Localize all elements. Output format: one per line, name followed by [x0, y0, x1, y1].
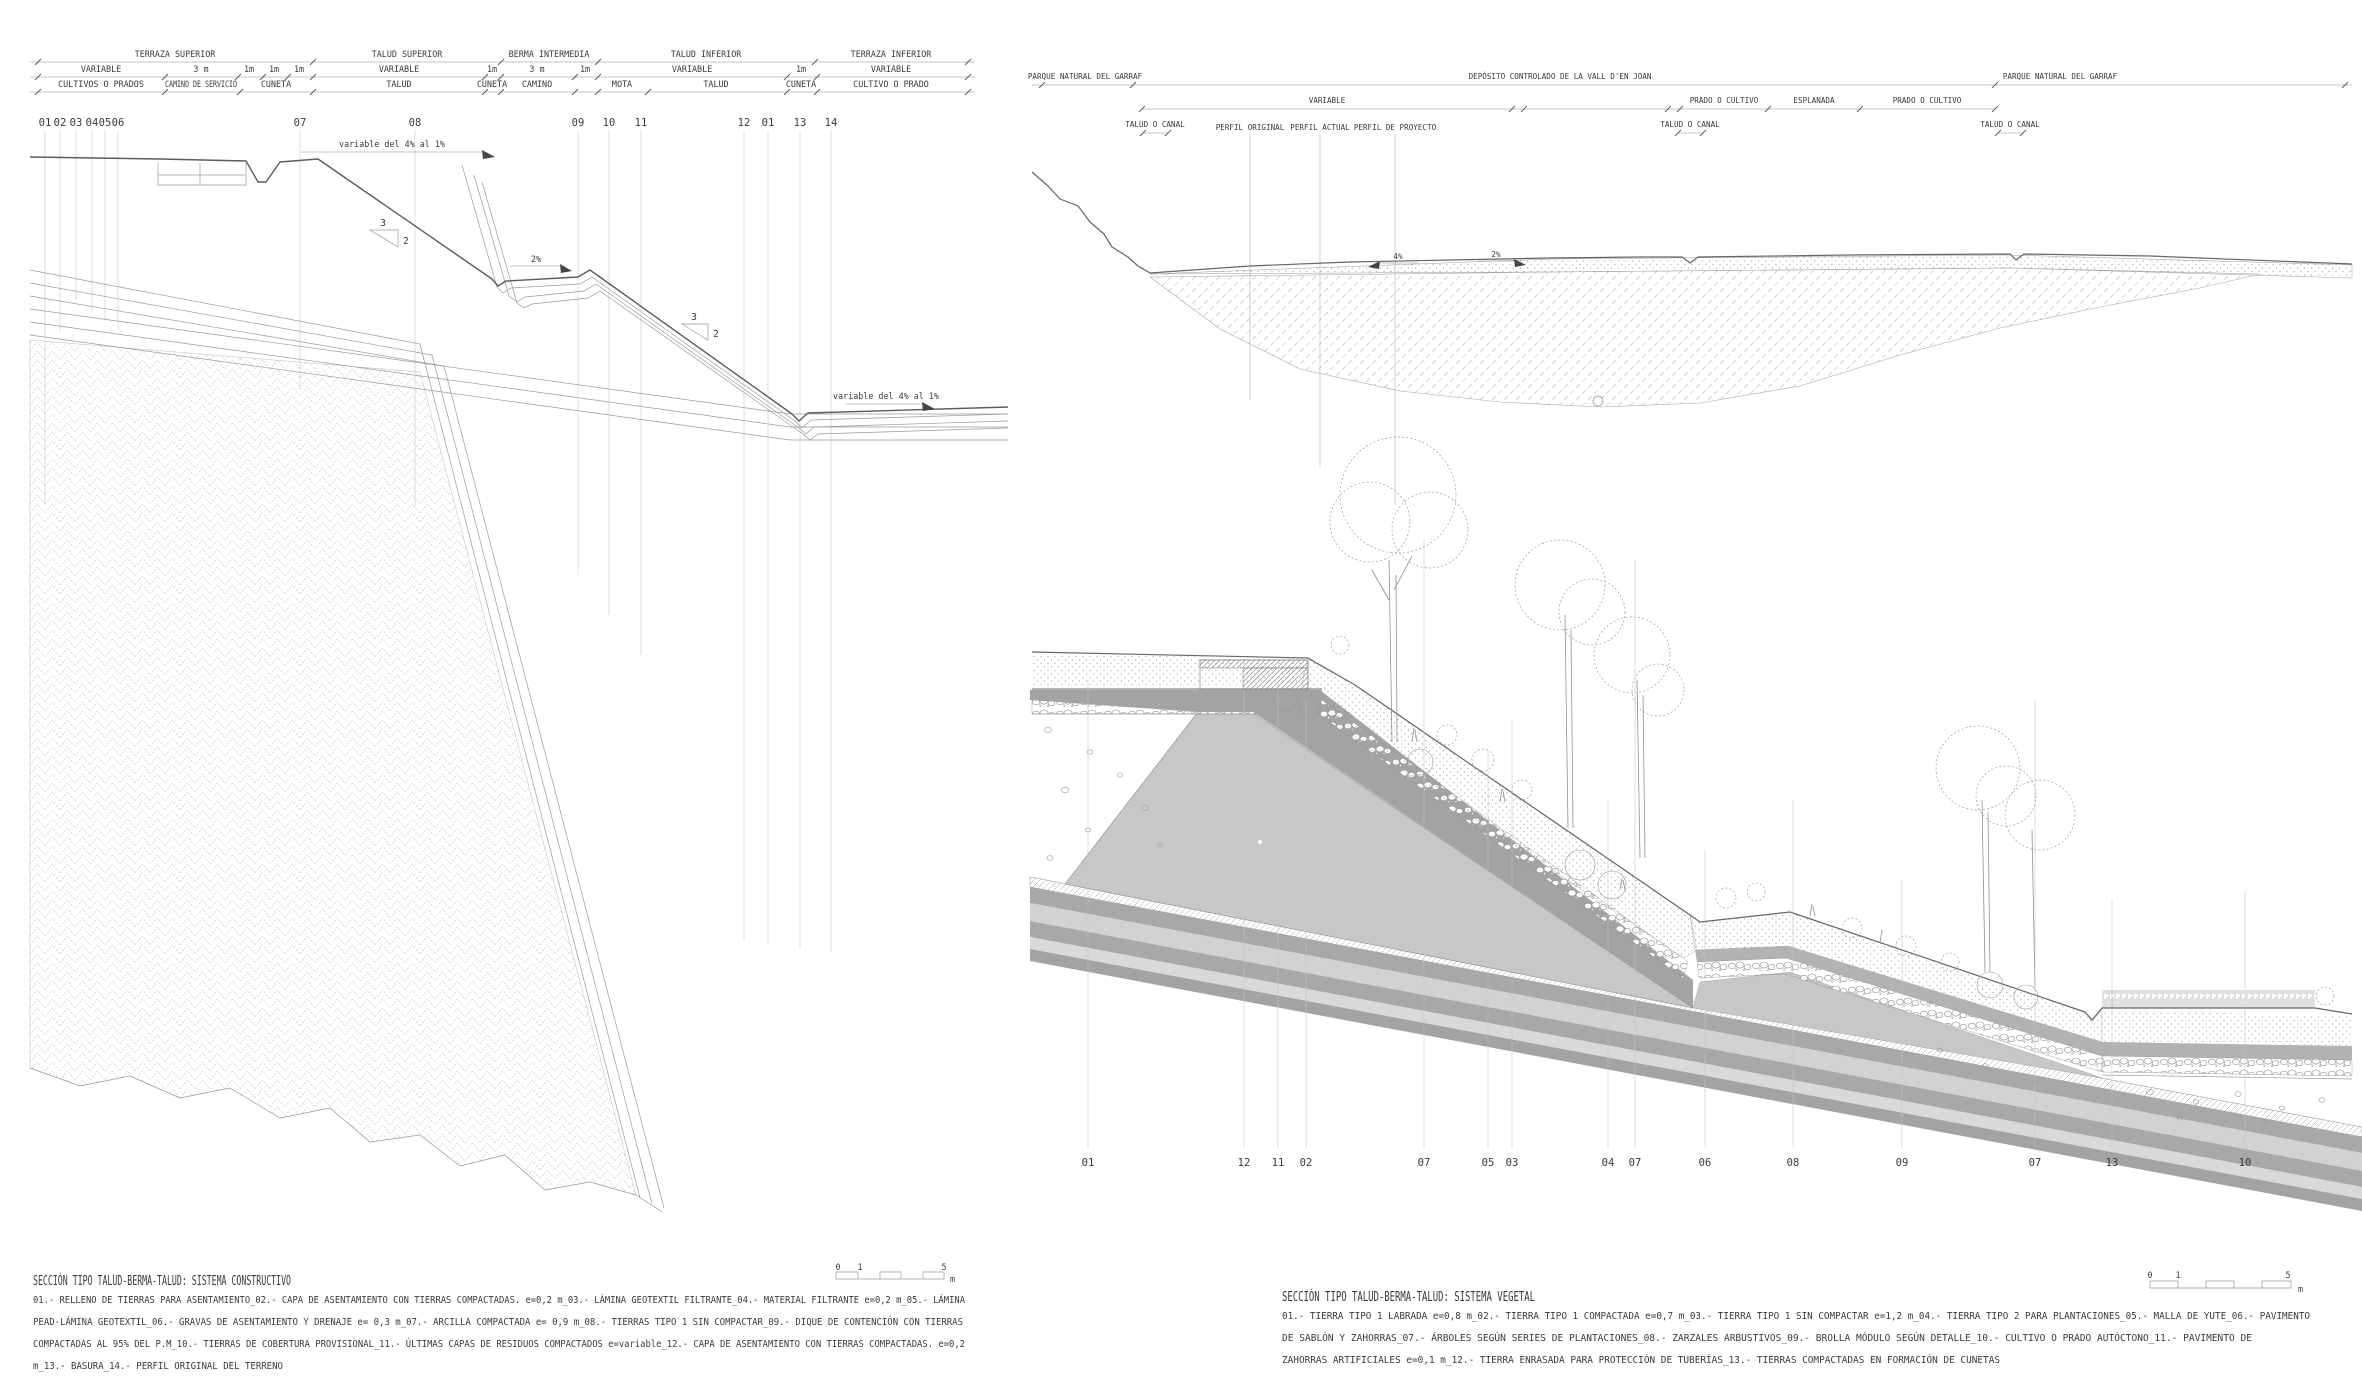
right-section-drawing	[1028, 72, 2362, 1366]
valley-slope-left: 4%	[1393, 252, 1403, 261]
ratio-2: 2	[713, 329, 719, 340]
section-name: TERRAZA SUPERIOR	[134, 49, 216, 59]
profile-label: TALUD O CANAL	[1125, 120, 1185, 129]
right-title: SECCIÓN TIPO TALUD-BERMA-TALUD: SISTEMA VEGETAL	[1282, 1289, 1665, 1305]
left-scale-bar	[835, 1262, 955, 1284]
tree	[2005, 780, 2075, 988]
callout-label: 11	[634, 117, 648, 129]
slope-annotation-bottom: variable del 4% al 1%	[833, 391, 939, 401]
legend-line: m_13.- BASURA_14.- PERFIL ORIGINAL DEL TERRENO	[33, 1361, 284, 1372]
callout-label: 01	[38, 117, 52, 129]
profile-label: PERFIL DE PROYECTO	[1353, 123, 1437, 132]
slope-annotation-top: variable del 4% al 1%	[339, 139, 445, 149]
profile-label: PERFIL ACTUAL	[1290, 123, 1350, 132]
scale-0: 0	[2147, 1270, 2153, 1280]
use-cell: CAMINO	[521, 79, 553, 89]
scale-5: 5	[941, 1262, 947, 1272]
callout-label: 12	[737, 117, 751, 129]
callout-label: 10	[602, 117, 616, 129]
scale-unit: m	[2298, 1284, 2304, 1294]
dim-cell: 1m	[268, 64, 280, 74]
callout-label: 05	[98, 117, 112, 129]
right-title-block	[1282, 1287, 2310, 1366]
section-name: TALUD INFERIOR	[670, 49, 742, 59]
ratio-3: 3	[380, 218, 386, 229]
use-cell: CULTIVOS O PRADOS	[58, 79, 144, 89]
left-dimension-table	[30, 49, 975, 95]
callout-label: 03	[69, 117, 83, 129]
callout-label: 12	[1237, 1157, 1251, 1169]
callout-label: 04	[85, 117, 99, 129]
grass-strip	[2102, 990, 2315, 1008]
zone-label: PARQUE NATURAL DEL GARRAF	[2002, 72, 2118, 81]
dim-label: VARIABLE	[1308, 96, 1346, 105]
scale-1: 1	[2175, 1270, 2181, 1280]
dim-cell: 3 m	[193, 64, 209, 74]
left-waste-body	[30, 340, 662, 1212]
waste-hatch-area	[30, 340, 636, 1195]
slope-ratio-upper	[370, 218, 409, 247]
zone-label: DEPÓSITO CONTROLADO DE LA VALL D'EN JOAN	[1468, 72, 1652, 81]
left-title: SECCIÓN TIPO TALUD-BERMA-TALUD: SISTEMA CONSTRUCTIVO	[33, 1273, 456, 1289]
legend-line: 01.- RELLENO DE TIERRAS PARA ASENTAMIENTO_02.- CAPA DE ASENTAMIENTO CON TIERRAS COMPACTADAS. e=0,2 m_03.- LÁMINA GEOTEXTIL FILTRANTE_04.- MATERIAL FILTRANTE e=0,2 m_05.- LÁMINA	[33, 1295, 1050, 1306]
right-scale-bar	[2147, 1270, 2303, 1294]
valley-terrain-line	[1032, 172, 1150, 273]
use-cell: CAMINO DE SERVICIO	[165, 79, 237, 89]
zone-label: PARQUE NATURAL DEL GARRAF	[1027, 72, 1143, 81]
dim-label: ESPLANADA	[1793, 96, 1835, 105]
ratio-2: 2	[403, 236, 409, 247]
callout-label: 09	[1895, 1157, 1909, 1169]
dim-cell: 3 m	[529, 64, 545, 74]
dim-label: PRADO O CULTIVO	[1892, 96, 1962, 105]
callout-label: 01	[1081, 1157, 1095, 1169]
callout-label: 13	[2105, 1157, 2119, 1169]
vegetal-slope-section	[1030, 437, 2362, 1211]
callout-label: 07	[293, 117, 307, 129]
ratio-3: 3	[691, 312, 697, 323]
dim-cell: VARIABLE	[80, 64, 122, 74]
tree	[1594, 617, 1684, 858]
callout-label: 04	[1601, 1157, 1615, 1169]
use-cell: CUNETA	[476, 79, 508, 89]
callout-label: 10	[2238, 1157, 2252, 1169]
dim-cell: VARIABLE	[870, 64, 912, 74]
dim-cell: VARIABLE	[671, 64, 713, 74]
scale-5: 5	[2285, 1270, 2291, 1280]
slope-ratio-lower	[682, 312, 719, 340]
dim-cell: 1m	[293, 64, 305, 74]
dim-label: PRADO O CULTIVO	[1689, 96, 1759, 105]
use-cell: TALUD	[386, 79, 412, 89]
profile-label: PERFIL ORIGINAL	[1215, 123, 1285, 132]
valley-deposit-hatch	[1150, 268, 2260, 407]
legend-line: 01.- TIERRA TIPO 1 LABRADA e=0,8 m_02.- TIERRA TIPO 1 COMPACTADA e=0,7 m_03.- TIERRA TIPO 1 SIN COMPACTAR e=1,2 m_04.- TIERRA TIPO 2 PARA PLANTACIONES_05.- MALLA DE YUTE_06.- PAVIMENTO	[1282, 1311, 2311, 1322]
left-title-block	[33, 1271, 1050, 1372]
dim-cell: VARIABLE	[378, 64, 420, 74]
callout-label: 07	[1417, 1157, 1431, 1169]
section-name: TALUD SUPERIOR	[371, 49, 443, 59]
use-cell: CUNETA	[785, 79, 817, 89]
use-cell: CULTIVO O PRADO	[853, 79, 929, 89]
legend-line: COMPACTADAS AL 95% DEL P.M_10.- TIERRAS DE COBERTURA PROVISIONAL_11.- ÚLTIMAS CAPAS DE RESIDUOS COMPACTADOS e=variable_12.- CAPA DE ASENTAMIENTO CON TIERRAS COMPACTADAS. e=0,2	[33, 1339, 1044, 1350]
legend-line: DE SABLÓN Y ZAHORRAS_07.- ÁRBOLES SEGÚN SERIES DE PLANTACIONES_08.- ZARZALES ARBUSTIVOS_09.- BROLLA MÓDULO SEGÚN DETALLE_10.- CULTIVO O PRADO AUTÓCTONO_11.- PAVIMENTO DE	[1282, 1333, 2259, 1344]
callout-label: 14	[824, 117, 838, 129]
callout-label: 06	[111, 117, 125, 129]
embankment-dot	[1258, 840, 1262, 844]
callout-label: 13	[793, 117, 807, 129]
valley-deposit-section	[1032, 172, 2352, 407]
dim-cell: 1m	[795, 64, 807, 74]
valley-slope-right: 2%	[1491, 250, 1501, 259]
dim-cell: 1m	[243, 64, 255, 74]
use-cell: MOTA	[611, 79, 633, 89]
callout-label: 07	[1628, 1157, 1642, 1169]
callout-label: 08	[408, 117, 422, 129]
profile-label: TALUD O CANAL	[1980, 120, 2040, 129]
left-table-uses	[58, 79, 929, 89]
legend-line: ZAHORRAS ARTIFICIALES e=0,1 m_12.- TIERRA ENRASADA PARA PROTECCIÓN DE TUBERÍAS_13.- TIERRAS COMPACTADAS EN FORMACIÓN DE CUNETAS	[1282, 1355, 2016, 1366]
scale-0: 0	[835, 1262, 841, 1272]
callout-label: 02	[53, 117, 67, 129]
use-cell: TALUD	[703, 79, 729, 89]
berm-slope-label: 2%	[530, 254, 542, 264]
callout-label: 11	[1271, 1157, 1285, 1169]
drain-pipe-circle	[1593, 396, 1603, 406]
service-road-box	[158, 163, 246, 185]
profile-label: TALUD O CANAL	[1660, 120, 1720, 129]
left-table-section-names	[135, 49, 933, 59]
callout-label: 02	[1299, 1157, 1313, 1169]
left-table-dimensions	[81, 64, 911, 74]
callout-label: 06	[1698, 1157, 1712, 1169]
use-cell: CUNETA	[260, 79, 292, 89]
callout-label: 08	[1786, 1157, 1800, 1169]
dim-cell: 1m	[579, 64, 591, 74]
scale-1: 1	[857, 1262, 863, 1272]
scale-unit: m	[950, 1274, 956, 1284]
left-section-drawing	[30, 49, 1050, 1372]
dim-cell: 1m	[486, 64, 498, 74]
section-name: TERRAZA INFERIOR	[850, 49, 932, 59]
callout-label: 07	[2028, 1157, 2042, 1169]
legend-line: PEAD-LÁMINA GEOTEXTIL_06.- GRAVAS DE ASENTAMIENTO Y DRENAJE e= 0,3 m_07.- ARCILLA COMPACTADA e= 0,9 m_08.- TIERRAS TIPO 1 SIN COMPACTAR_09.- DIQUE DE CONTENCIÓN CON TIERRAS	[33, 1317, 1027, 1328]
section-name: BERMA INTERMEDIA	[508, 49, 590, 59]
callout-label: 09	[571, 117, 585, 129]
callout-label: 01	[761, 117, 775, 129]
terrace-topsoil	[2102, 1010, 2352, 1046]
tree	[1515, 540, 1625, 828]
callout-label: 05	[1481, 1157, 1495, 1169]
tree	[1936, 726, 2036, 972]
callout-label: 03	[1505, 1157, 1519, 1169]
